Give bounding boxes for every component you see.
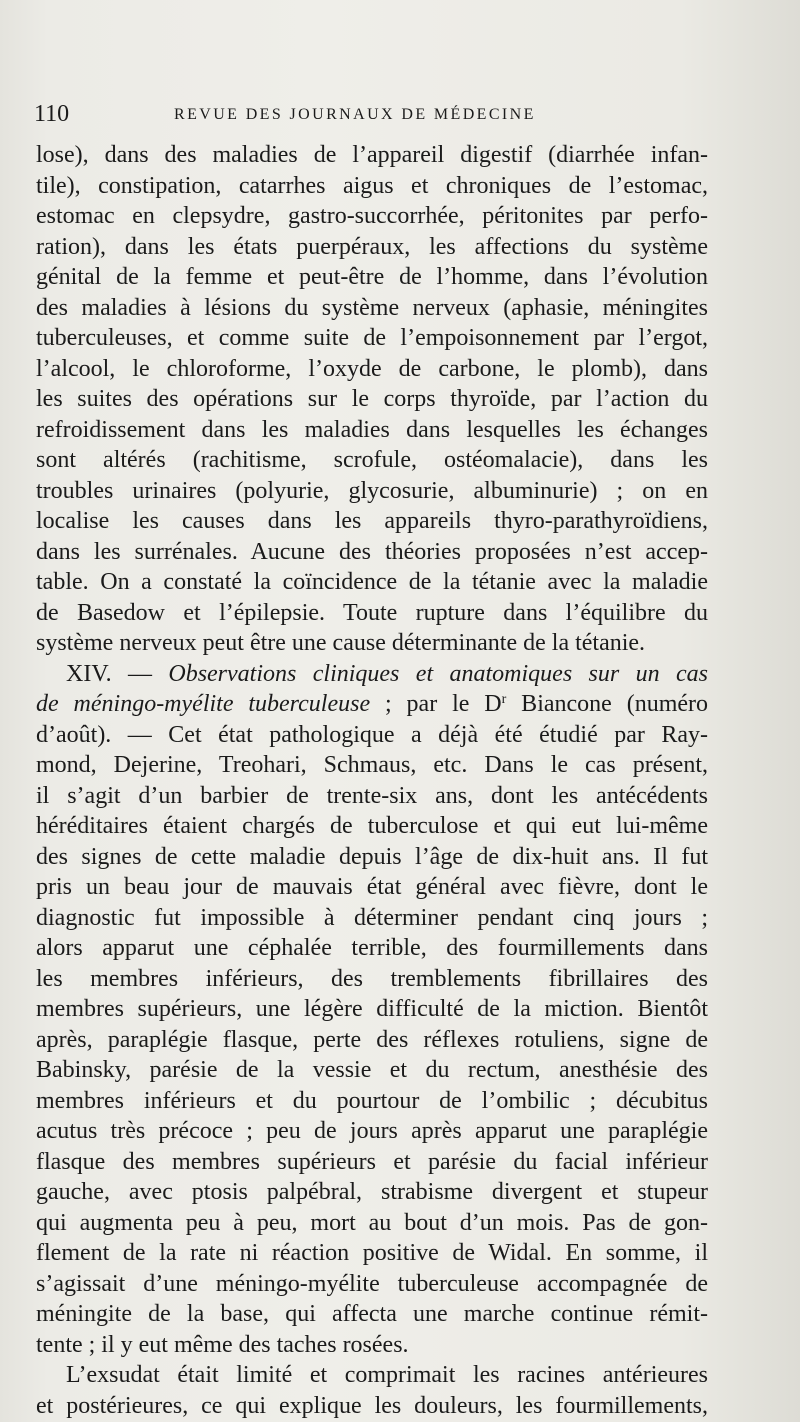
text-line: héréditaires étaient chargés de tuberculose et qui eut lui-même (36, 813, 708, 839)
author-prefix: ; par le D (370, 691, 502, 717)
text-line: des signes de cette maladie depuis l’âge de dix-huit ans. Il fut (36, 843, 708, 870)
page-header (34, 100, 714, 128)
text-line: diagnostic fut impossible à déterminer pendant cinq jours ; (36, 904, 708, 931)
running-title: REVUE DES JOURNAUX DE MÉDECINE (174, 106, 536, 123)
text-line: lose), dans des maladies de l’appareil digestif (diarrhée infan- (36, 142, 708, 168)
body-text (36, 140, 708, 1421)
text-line: des maladies à lésions du système nerveux (aphasie, méningites (36, 294, 708, 321)
superscript: r (501, 692, 507, 707)
text-line: et postérieures, ce qui explique les douleurs, les fourmillements, (36, 1392, 708, 1419)
text-line: tente ; il y eut même des taches rosées. (36, 1331, 409, 1358)
text-line: table. On a constaté la coïncidence de la tétanie avec la maladie (36, 569, 708, 595)
text-line: ration), dans les états puerpéraux, les affections du système (36, 233, 708, 260)
text-line: estomac en clepsydre, gastro-succorrhée, péritonites par perfo- (36, 203, 708, 229)
text-line: troubles urinaires (polyurie, glycosurie, albuminurie) ; on en (36, 477, 708, 504)
text-line: flasque des membres supérieurs et parésie du facial inférieur (36, 1148, 708, 1175)
text-line: après, paraplégie flasque, perte des réflexes rotuliens, signe de (36, 1026, 708, 1053)
text-line: s’agissait d’une méningo-myélite tuberculeuse accompagnée de (36, 1270, 708, 1297)
text-line: pris un beau jour de mauvais état général avec fièvre, dont le (36, 874, 708, 900)
text-line: tuberculeuses, et comme suite de l’empoisonnement par l’ergot, (36, 325, 708, 351)
page-number: 110 (34, 101, 70, 127)
text-line: de Basedow et l’épilepsie. Toute rupture dans l’équilibre du (36, 599, 708, 626)
text-line: membres supérieurs, une légère difficulté de la miction. Bientôt (36, 996, 708, 1022)
text-line: sont altérés (rachitisme, scrofule, ostéomalacie), dans les (36, 447, 708, 473)
text-line: L’exsudat était limité et comprimait les racines antérieures (66, 1362, 708, 1388)
text-line: il s’agit d’un barbier de trente-six ans, dont les antécédents (36, 782, 708, 809)
text-line: l’alcool, le chloroforme, l’oxyde de carbone, le plomb), dans (36, 355, 708, 382)
text-line: les suites des opérations sur le corps thyroïde, par l’action du (36, 386, 708, 412)
text-line: les membres inférieurs, des tremblements fibrillaires des (36, 965, 708, 992)
section-heading-line (36, 659, 708, 690)
text-line: alors apparut une céphalée terrible, des fourmillements dans (36, 935, 708, 961)
text-line: génital de la femme et peut-être de l’homme, dans l’évolution (36, 264, 708, 290)
text-line: flement de la rate ni réaction positive de Widal. En somme, il (36, 1240, 708, 1266)
article-title-italic: de méningo-myélite tuberculeuse (36, 691, 371, 717)
text-line: membres inférieurs et du pourtour de l’ombilic ; décubitus (36, 1087, 708, 1114)
text-line: d’août). — Cet état pathologique a déjà été étudié par Ray- (36, 721, 708, 748)
section-number: XIV. — (66, 660, 169, 687)
text-line: qui augmenta peu à peu, mort au bout d’un mois. Pas de gon- (36, 1209, 708, 1236)
text-line: dans les surrénales. Aucune des théories proposées n’est accep- (36, 538, 708, 565)
text-line: méningite de la base, qui affecta une marche continue rémit- (36, 1301, 708, 1327)
text-line: gauche, avec ptosis palpébral, strabisme divergent et stupeur (36, 1179, 708, 1205)
text-line: système nerveux peut être une cause déterminante de la tétanie. (36, 630, 646, 656)
text-line: Babinsky, parésie de la vessie et du rectum, anesthésie des (36, 1057, 708, 1083)
text-line: tile), constipation, catarrhes aigus et chroniques de l’estomac, (36, 172, 708, 199)
text-line: acutus très précoce ; peu de jours après apparut une paraplégie (36, 1118, 708, 1144)
text-line (36, 689, 708, 720)
author-text: Biancone (numéro (506, 691, 708, 717)
article-title-italic: Observations cliniques et anatomiques sur un cas (168, 660, 708, 687)
text-line: localise les causes dans les appareils thyro-parathyroïdiens, (36, 508, 708, 534)
text-line: mond, Dejerine, Treohari, Schmaus, etc. Dans le cas présent, (36, 752, 708, 778)
text-line: refroidissement dans les maladies dans lesquelles les échanges (36, 416, 708, 443)
